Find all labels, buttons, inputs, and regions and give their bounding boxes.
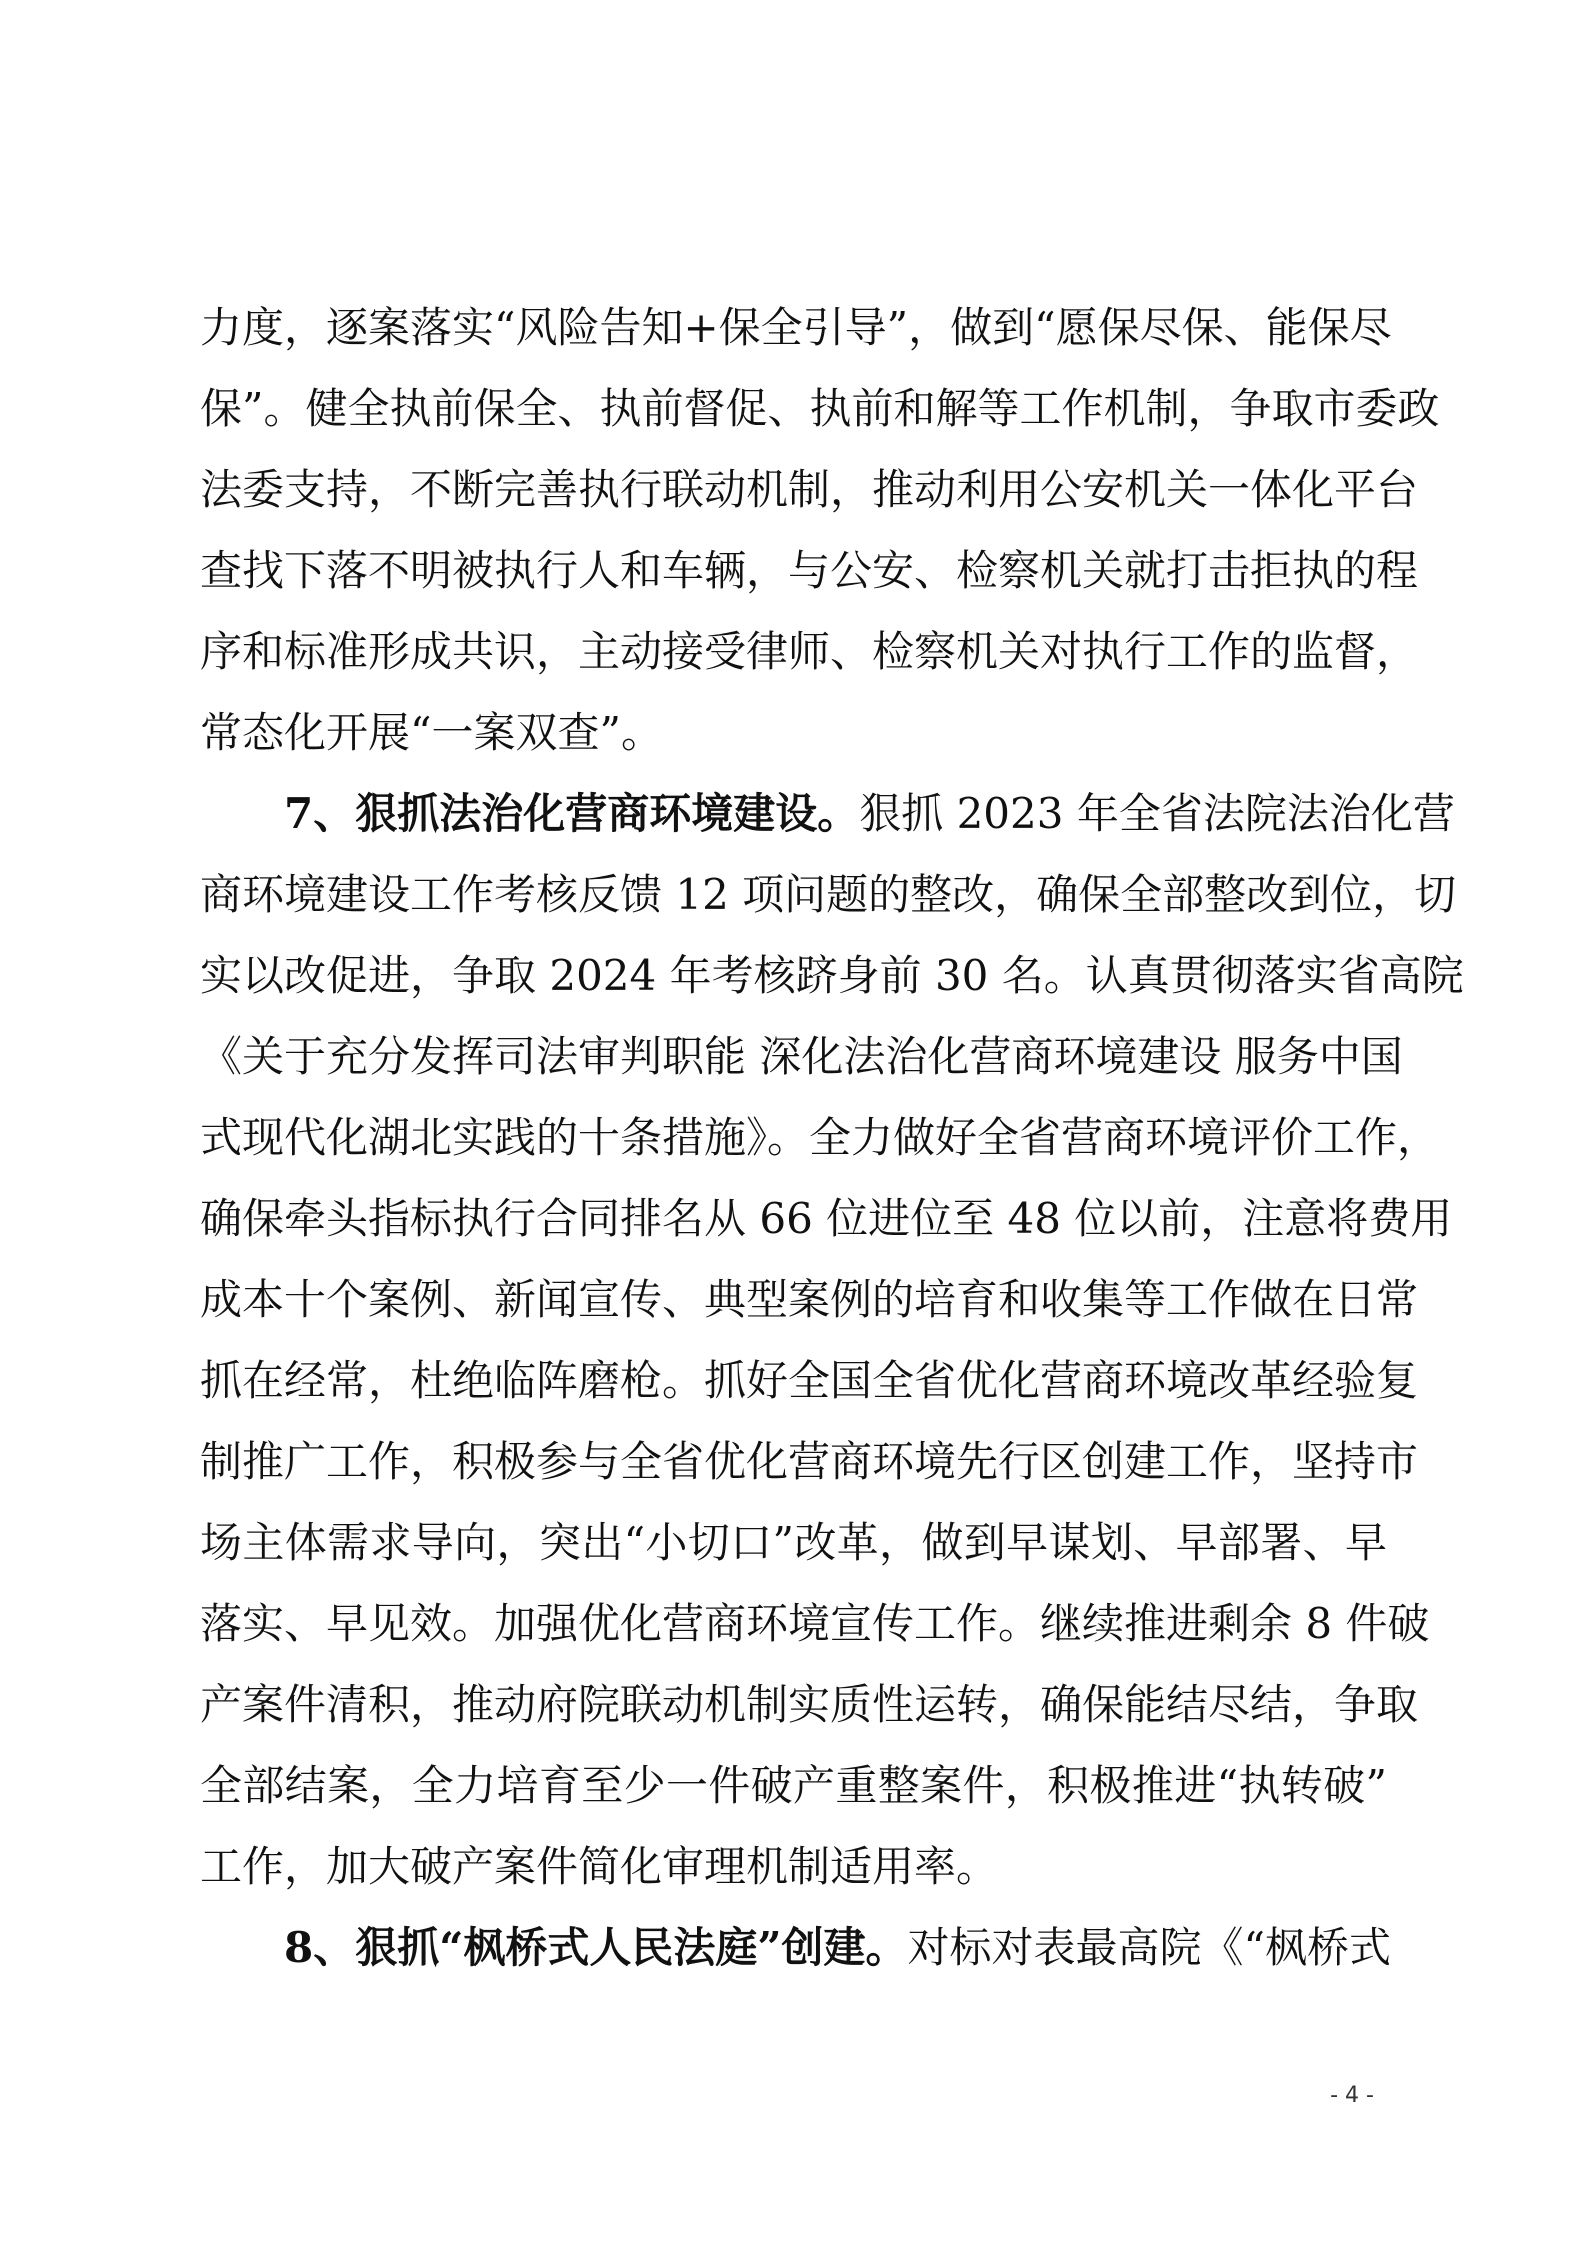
paragraph-line: 商环境建设工作考核反馈 12 项问题的整改，确保全部整改到位，切 [200, 870, 1457, 919]
page-number: - 4 - [1330, 2083, 1374, 2108]
section-8-first-line-text: 对标对表最高院《“枫桥式 [907, 1923, 1392, 1972]
paragraph-line: 场主体需求导向，突出“小切口”改革，做到早谋划、早部署、早 [200, 1518, 1387, 1567]
paragraph-line: 工作，加大破产案件简化审理机制适用率。 [200, 1842, 999, 1891]
paragraph-line: 确保牵头指标执行合同排名从 66 位进位至 48 位以前，注意将费用 [200, 1194, 1453, 1243]
paragraph-line: 力度，逐案落实“风险告知+保全引导”，做到“愿保尽保、能保尽 [200, 303, 1392, 352]
paragraph-line: 实以改促进，争取 2024 年考核跻身前 30 名。认真贯彻落实省高院 [200, 951, 1464, 1000]
paragraph-line: 成本十个案例、新闻宣传、典型案例的培育和收集等工作做在日常 [200, 1275, 1419, 1324]
section-7-heading: 7、狠抓法治化营商环境建设。 [284, 789, 860, 838]
section-8-heading: 8、狠抓“枫桥式人民法庭”创建。 [284, 1923, 908, 1972]
section-8-first-line [200, 1907, 1392, 1988]
paragraph-line: 《关于充分发挥司法审判职能 深化法治化营商环境建设 服务中国 [200, 1032, 1403, 1081]
paragraph-line: 序和标准形成共识，主动接受律师、检察机关对执行工作的监督， [200, 627, 1419, 676]
paragraph-line: 常态化开展“一案双查”。 [200, 708, 663, 757]
paragraph-line: 落实、早见效。加强优化营商环境宣传工作。继续推进剩余 8 件破 [200, 1599, 1430, 1648]
paragraph-line: 查找下落不明被执行人和车辆，与公安、检察机关就打击拒执的程 [200, 546, 1419, 595]
document-body [200, 287, 1464, 1988]
paragraph-line: 制推广工作，积极参与全省优化营商环境先行区创建工作，坚持市 [200, 1437, 1419, 1486]
paragraph-line: 产案件清积，推动府院联动机制实质性运转，确保能结尽结，争取 [200, 1680, 1419, 1729]
paragraph-line: 保”。健全执前保全、执前督促、执前和解等工作机制，争取市委政 [200, 384, 1440, 433]
paragraph-line: 全部结案，全力培育至少一件破产重整案件，积极推进“执转破” [200, 1761, 1387, 1810]
section-7-first-line-text: 狠抓 2023 年全省法院法治化营 [859, 789, 1455, 838]
section-7-first-line [200, 773, 1455, 854]
paragraph-line: 式现代化湖北实践的十条措施》。全力做好全省营商环境评价工作， [200, 1113, 1440, 1162]
paragraph-line: 法委支持，不断完善执行联动机制，推动利用公安机关一体化平台 [200, 465, 1419, 514]
paragraph-line: 抓在经常，杜绝临阵磨枪。抓好全国全省优化营商环境改革经验复 [200, 1356, 1419, 1405]
